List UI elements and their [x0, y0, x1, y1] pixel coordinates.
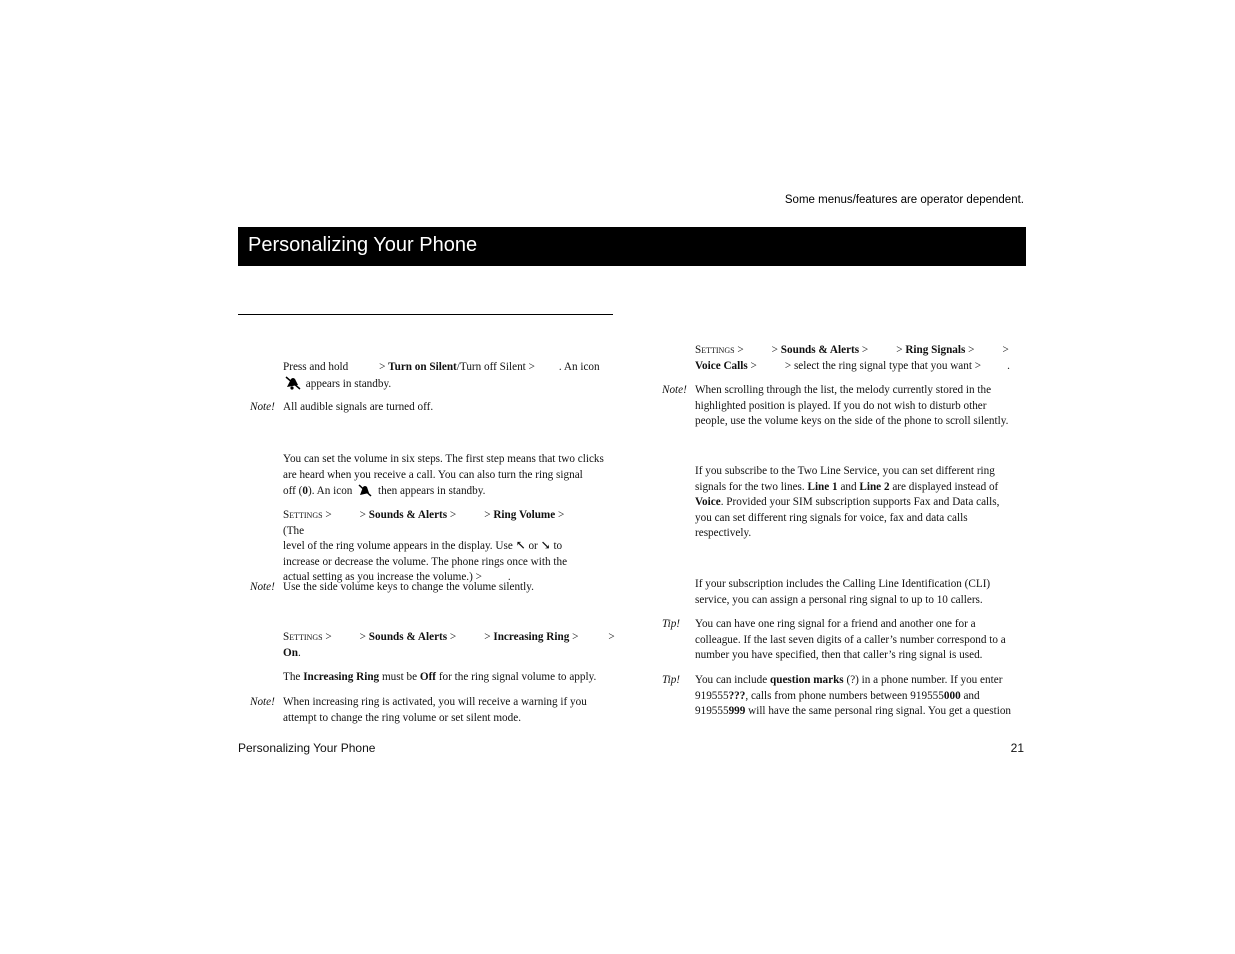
text: ). An icon — [307, 485, 353, 498]
up-left-arrow-icon: ↖ — [515, 538, 526, 553]
note-label: Note! — [250, 696, 275, 708]
text: to — [553, 540, 563, 553]
line-1-label: Line 1 — [807, 480, 838, 493]
text: will have the same personal ring signal. You get a question — [748, 705, 1012, 718]
text: service, you can assign a personal ring signal to up to 10 callers. — [695, 593, 983, 606]
turn-on-silent-label: Turn on Silent — [388, 361, 457, 373]
text: When increasing ring is activated, you will receive a warning if you — [283, 696, 587, 708]
increasing-ring-label: Increasing Ring — [493, 631, 570, 643]
text: (The — [283, 524, 305, 537]
text: highlighted position is played. If you do not wish to disturb other — [695, 399, 987, 412]
text: You can include — [695, 674, 768, 686]
ring-signals-steps: Settings > > Sounds & Alerts > > Ring Signals > > Voice Calls > > select the ring signal type that you want > . — [695, 344, 1010, 372]
text: number you have specified, then that caller’s ring signal is used. — [695, 649, 983, 662]
text: level of the ring volume appears in the display. Use — [283, 540, 513, 553]
increasing-ring-note — [283, 670, 615, 686]
two-line-description — [695, 464, 1025, 542]
footer-section-title: Personalizing Your Phone — [238, 741, 376, 755]
text: If you subscribe to the Two Line Service, you can set different ring — [695, 465, 995, 477]
note-label: Note! — [250, 581, 275, 593]
sounds-alerts-label: Sounds & Alerts — [368, 631, 448, 643]
text: colleague. If the last seven digits of a caller’s number correspond to a — [695, 633, 1006, 646]
text: people, use the volume keys on the side of the phone to scroll silently. — [695, 415, 1009, 428]
text: > select the ring signal type that you want > — [784, 359, 982, 372]
ring-volume-description — [283, 452, 615, 500]
note-text — [695, 383, 1025, 430]
text: . — [507, 571, 511, 584]
text: then appears in standby. — [378, 485, 486, 498]
text: must be — [381, 671, 418, 683]
section-divider — [238, 314, 613, 315]
text: you can set different ring signals for voice, fax and data calls — [695, 511, 968, 524]
text: . An icon — [558, 361, 600, 373]
ring-volume-steps: Settings > > Sounds & Alerts > > Ring Volume >(The level of the ring volume appears in the display. Use ↖ or ↘ to increase or decrease the volume. The phone rings once with the actual setting as you increase the volume.) > . — [283, 508, 615, 586]
ring-signals-label: Ring Signals — [905, 344, 966, 356]
zero-key: 0 — [302, 485, 308, 498]
voice-label: Voice — [695, 496, 721, 509]
text: and — [840, 480, 857, 493]
ring-off-icon — [357, 483, 373, 497]
text: . — [1007, 359, 1010, 372]
sounds-alerts-label: Sounds & Alerts — [780, 344, 860, 356]
text: . Provided your SIM subscription supports Fax and Data calls, — [720, 496, 1000, 509]
tip-text — [695, 617, 1025, 664]
note-label: Note! — [662, 384, 687, 396]
text: > — [379, 361, 389, 373]
tip-label: Tip! — [662, 618, 681, 630]
text: You can have one ring signal for a friend and another one for a — [695, 618, 976, 630]
digits-999: 999 — [728, 705, 746, 718]
off-option: Off — [419, 671, 437, 683]
text: are displayed instead of — [892, 480, 999, 493]
tip-label: Tip! — [662, 674, 681, 686]
silent-instructions — [283, 360, 615, 392]
text: /Turn off Silent > — [456, 361, 535, 373]
text: increase or decrease the volume. The phone rings once with the — [283, 555, 568, 568]
text: signals for the two lines. — [695, 480, 805, 493]
chapter-title: Personalizing Your Phone — [248, 234, 478, 256]
page-number: 21 — [1010, 741, 1024, 755]
text: (?) in a phone number. If you enter — [846, 674, 1003, 686]
text: The — [283, 671, 301, 683]
operator-note: Some menus/features are operator dependent. — [784, 194, 1024, 206]
text: respectively. — [695, 527, 752, 540]
text: Press and hold — [283, 361, 349, 373]
text: 919555 — [695, 689, 729, 702]
note-text: All audible signals are turned off. — [283, 401, 434, 413]
cli-description — [695, 577, 1025, 608]
settings-menu-label: Settings — [695, 344, 735, 356]
question-marks-label: question marks — [770, 674, 844, 686]
text: for the ring signal volume to apply. — [438, 671, 597, 683]
text: actual setting as you increase the volume.) > — [283, 571, 482, 584]
text: When scrolling through the list, the melody currently stored in the — [695, 384, 992, 396]
text: attempt to change the ring volume or set silent mode. — [283, 711, 521, 724]
text: are heard when you receive a call. You can also turn the ring signal — [283, 468, 583, 481]
text: or — [528, 540, 538, 553]
note-text: Use the side volume keys to change the volume silently. — [283, 581, 534, 593]
settings-menu-label: Settings — [283, 509, 323, 521]
line-2-label: Line 2 — [859, 480, 890, 493]
note-text — [283, 695, 615, 726]
ring-volume-label: Ring Volume — [493, 509, 556, 521]
text: , calls from phone numbers between 919555 — [745, 689, 944, 702]
text: You can set the volume in six steps. The first step means that two clicks — [283, 453, 604, 465]
down-right-arrow-icon: ↘ — [540, 538, 551, 553]
text: 919555 — [695, 705, 729, 718]
digits-000: 000 — [943, 689, 961, 702]
text: off ( — [283, 485, 303, 498]
question-mark-digits: ??? — [728, 689, 746, 702]
increasing-ring-label: Increasing Ring — [303, 671, 380, 683]
chapter-banner — [238, 227, 1026, 266]
silent-bell-icon — [285, 376, 301, 390]
settings-menu-label: Settings — [283, 631, 323, 643]
text: If your subscription includes the Calling Line Identification (CLI) — [695, 578, 991, 590]
on-option: On — [283, 646, 298, 659]
increasing-ring-steps: Settings > > Sounds & Alerts > > Increasing Ring > > On. — [283, 631, 615, 659]
sounds-alerts-label: Sounds & Alerts — [368, 509, 448, 521]
voice-calls-label: Voice Calls — [695, 359, 748, 372]
tip-text — [695, 673, 1025, 720]
note-label: Note! — [250, 401, 275, 413]
text: and — [963, 689, 980, 702]
text: appears in standby. — [305, 377, 392, 390]
